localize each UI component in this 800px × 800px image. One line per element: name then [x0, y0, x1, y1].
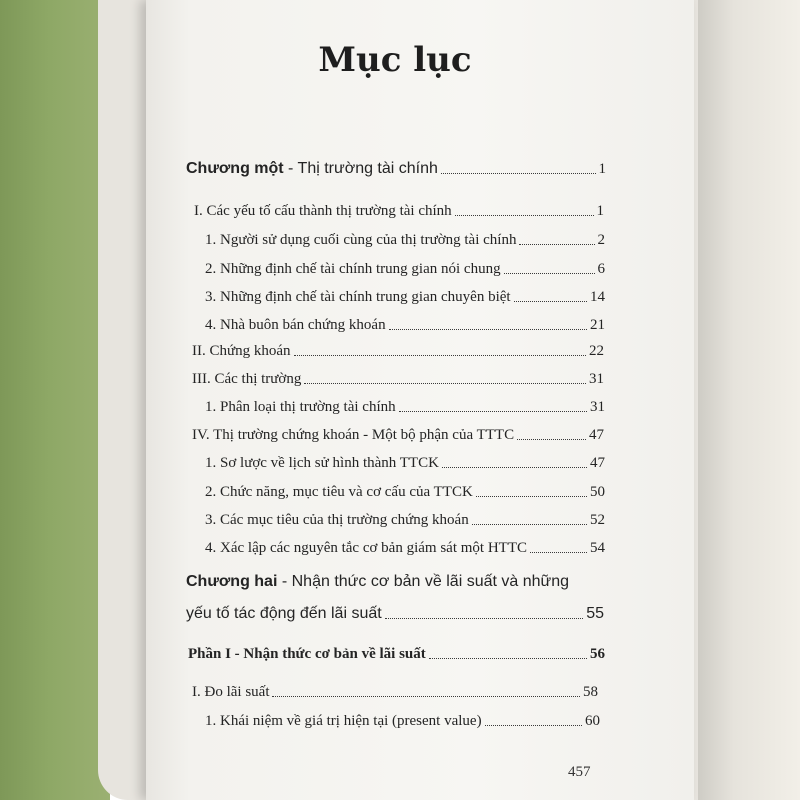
page-title: Mục lục: [318, 40, 472, 80]
page-ref: 1: [596, 203, 604, 219]
leader-dots: [519, 244, 594, 245]
toc-entry[interactable]: [205, 713, 600, 730]
entry-title: 2. Chức năng, mục tiêu và cơ cấu của TTCK: [205, 484, 473, 500]
page-ref: 56: [590, 646, 605, 662]
toc-entry[interactable]: [205, 289, 605, 306]
entry-title: I. Đo lãi suất: [192, 684, 270, 700]
page-ref: 52: [590, 512, 605, 528]
leader-dots: [517, 439, 586, 440]
entry-title: IV. Thị trường chứng khoán - Một bộ phận của TTTC: [192, 427, 515, 443]
toc-entry[interactable]: [205, 399, 605, 416]
leader-dots: [514, 301, 587, 302]
toc-entry[interactable]: [205, 261, 605, 278]
chapter-1-prefix: Chương một: [186, 160, 284, 177]
entry-title: III. Các thị trường: [192, 371, 302, 387]
entry-title: 3. Những định chế tài chính trung gian chuyên biệt: [205, 289, 511, 305]
chapter-2-prefix: Chương hai: [186, 573, 278, 590]
entry-title: I. Các yếu tố cấu thành thị trường tài chính: [194, 203, 452, 219]
leader-dots: [399, 411, 587, 412]
toc-entry[interactable]: [192, 684, 598, 701]
page-ref: 1: [598, 161, 606, 177]
page-ref: 21: [590, 317, 605, 333]
part-1-title: Phần I - Nhận thức cơ bản về lãi suất: [188, 646, 426, 662]
page-ref: 54: [590, 540, 605, 556]
toc-entry[interactable]: [192, 427, 604, 444]
chapter-2-title: - Nhận thức cơ bản về lãi suất và những: [277, 573, 570, 590]
leader-dots: [485, 725, 582, 726]
chapter-2-title-cont: yếu tố tác động đến lãi suất: [186, 605, 382, 622]
entry-title: 4. Nhà buôn bán chứng khoán: [205, 317, 386, 333]
leader-dots: [385, 618, 584, 619]
toc-chapter-2-line2[interactable]: [186, 605, 604, 623]
entry-title: 1. Sơ lược về lịch sử hình thành TTCK: [205, 455, 439, 471]
chapter-1-title: - Thị trường tài chính: [283, 160, 438, 177]
page-ref: 6: [597, 261, 605, 277]
page-ref: 14: [590, 289, 605, 305]
leader-dots: [429, 658, 587, 659]
toc-entry[interactable]: [205, 455, 605, 472]
toc-entry[interactable]: [192, 371, 604, 388]
leader-dots: [530, 552, 587, 553]
leader-dots: [504, 273, 595, 274]
leader-dots: [441, 173, 596, 174]
page-ref: 31: [589, 371, 604, 387]
page-ref: 50: [590, 484, 605, 500]
page-ref: 58: [583, 684, 598, 700]
leader-dots: [442, 467, 587, 468]
toc-entry[interactable]: [205, 317, 605, 334]
entry-title: 3. Các mục tiêu của thị trường chứng khoán: [205, 512, 469, 528]
page-ref: 22: [589, 343, 604, 359]
leader-dots: [294, 355, 586, 356]
toc-entry[interactable]: [192, 343, 604, 360]
page-ref: 2: [597, 232, 605, 248]
background-surface: [690, 0, 800, 800]
page-ref: 60: [585, 713, 600, 729]
toc-entry[interactable]: [205, 232, 605, 249]
toc-entry[interactable]: [194, 203, 604, 220]
toc-chapter-1[interactable]: [186, 160, 606, 178]
leader-dots: [455, 215, 594, 216]
leader-dots: [272, 696, 580, 697]
toc-entry[interactable]: [205, 484, 605, 501]
toc-part-1[interactable]: [188, 646, 605, 663]
entry-title: 1. Khái niệm về giá trị hiện tại (present value): [205, 713, 482, 729]
toc-entry[interactable]: [205, 512, 605, 529]
leader-dots: [304, 383, 586, 384]
toc-entry[interactable]: [205, 540, 605, 557]
leader-dots: [472, 524, 587, 525]
entry-title: II. Chứng khoán: [192, 343, 291, 359]
entry-title: 1. Phân loại thị trường tài chính: [205, 399, 396, 415]
background-foliage: [0, 0, 110, 800]
entry-title: 1. Người sử dụng cuối cùng của thị trường tài chính: [205, 232, 517, 248]
page-ref: 47: [589, 427, 604, 443]
page-number: 457: [568, 764, 591, 780]
page-ref: 31: [590, 399, 605, 415]
leader-dots: [389, 329, 587, 330]
page-ref: 47: [590, 455, 605, 471]
toc-chapter-2-line1[interactable]: [186, 573, 569, 591]
leader-dots: [476, 496, 587, 497]
entry-title: 4. Xác lập các nguyên tắc cơ bản giám sát một HTTC: [205, 540, 527, 556]
entry-title: 2. Những định chế tài chính trung gian nói chung: [205, 261, 501, 277]
page-ref: 55: [586, 605, 604, 622]
